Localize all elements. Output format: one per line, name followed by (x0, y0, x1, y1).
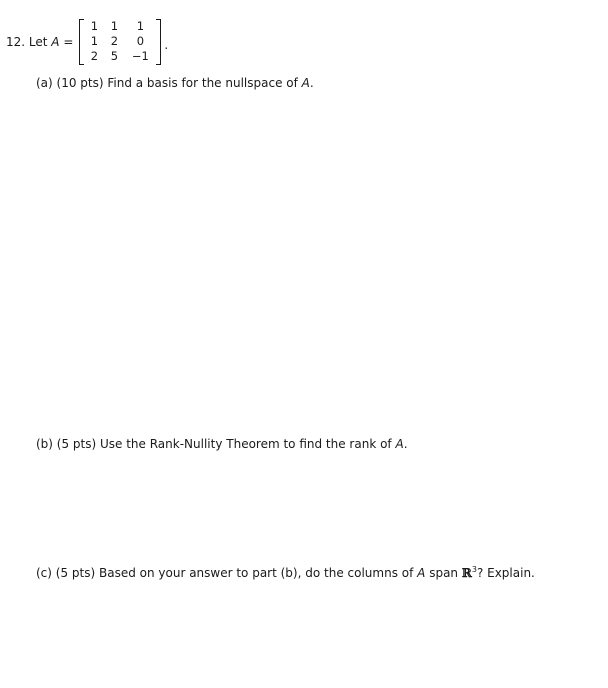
matrix-entry: 5 (110, 49, 119, 63)
matrix-left-bracket (79, 19, 84, 65)
part-a-question (36, 76, 314, 90)
matrix-entry: −1 (131, 49, 149, 63)
matrix-row (85, 34, 155, 49)
part-c-question (36, 565, 535, 580)
matrix-right-bracket (156, 19, 161, 65)
matrix-variable: A (51, 35, 60, 49)
part-b-end: . (403, 437, 408, 451)
part-c-variable: A (417, 566, 426, 580)
part-b-variable: A (395, 437, 404, 451)
part-a-variable: A (301, 76, 310, 90)
part-b-text: (b) (5 pts) Use the Rank-Nullity Theorem to find the rank of (36, 437, 392, 451)
equals-sign: = (63, 35, 74, 49)
problem-statement (6, 18, 168, 66)
matrix-row (85, 19, 155, 34)
real-numbers-symbol: ℝ (461, 566, 472, 580)
matrix-entries (85, 19, 155, 64)
space-exponent: 3 (471, 565, 477, 574)
matrix-row (85, 49, 155, 64)
problem-number: 12. Let (6, 35, 48, 49)
part-b-question (36, 437, 408, 451)
part-c-text-end: ? Explain. (476, 566, 535, 580)
matrix-entry: 1 (110, 19, 119, 33)
matrix-entry: 2 (90, 49, 99, 63)
matrix-entry: 1 (136, 19, 145, 33)
matrix-a (79, 19, 161, 65)
part-a-text: (a) (10 pts) Find a basis for the nullspace of (36, 76, 298, 90)
part-c-text: (c) (5 pts) Based on your answer to part (b), do the columns of (36, 566, 414, 580)
part-c-text-middle: span (429, 566, 459, 580)
matrix-entry: 1 (90, 34, 99, 48)
part-a-end: . (309, 76, 314, 90)
problem-terminator: . (164, 38, 169, 52)
matrix-entry: 1 (90, 19, 99, 33)
matrix-entry: 0 (136, 34, 145, 48)
matrix-entry: 2 (110, 34, 119, 48)
